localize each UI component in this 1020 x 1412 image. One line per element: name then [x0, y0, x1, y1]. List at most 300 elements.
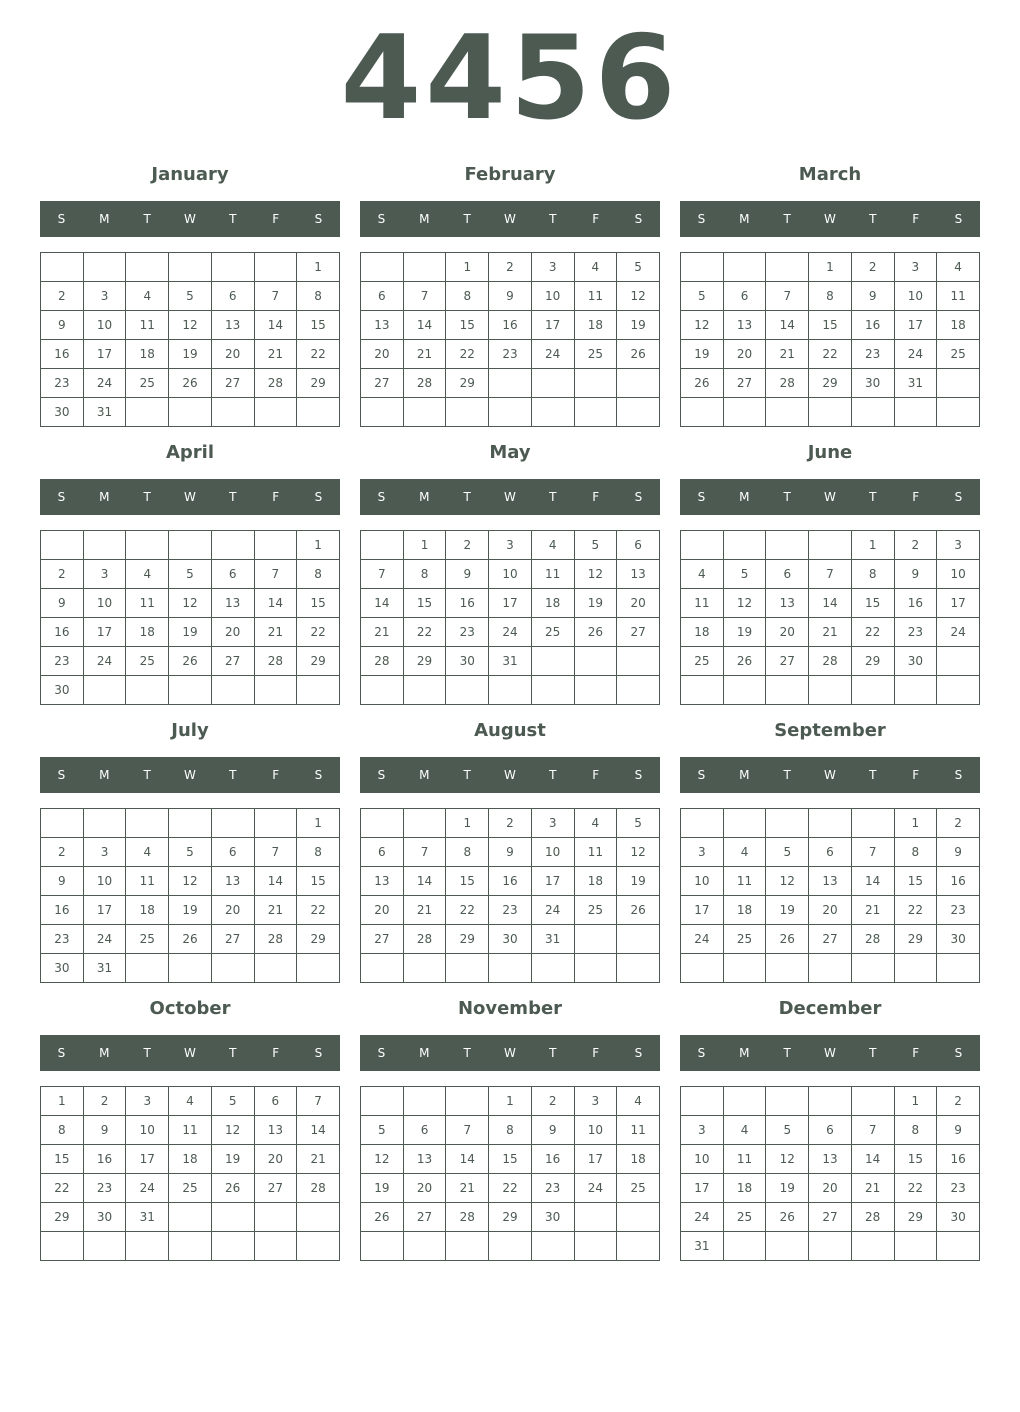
week-row	[361, 618, 660, 647]
day-cell: 11	[169, 1116, 212, 1145]
day-cell: 16	[937, 1145, 980, 1174]
weekday-header	[360, 1035, 660, 1071]
day-cell: 7	[809, 560, 852, 589]
day-cell: 25	[531, 618, 574, 647]
empty-day-cell	[361, 531, 404, 560]
day-cell: 21	[403, 340, 446, 369]
weekday-label: F	[912, 212, 920, 226]
week-row	[41, 1174, 340, 1203]
week-row	[41, 253, 340, 282]
empty-day-cell	[297, 1232, 340, 1261]
weekday-label: S	[954, 1046, 963, 1060]
day-cell: 13	[809, 1145, 852, 1174]
day-cell: 16	[531, 1145, 574, 1174]
day-cell: 3	[574, 1087, 617, 1116]
day-cell: 31	[83, 398, 126, 427]
day-cell: 17	[531, 311, 574, 340]
month-name: May	[489, 442, 531, 463]
day-cell: 20	[211, 618, 254, 647]
day-cell: 11	[723, 1145, 766, 1174]
day-cell: 25	[126, 369, 169, 398]
month-name: April	[165, 442, 215, 463]
weekday-label: T	[463, 212, 471, 226]
empty-day-cell	[361, 1232, 404, 1261]
day-cell: 19	[169, 618, 212, 647]
day-cell: 27	[254, 1174, 297, 1203]
day-cell: 15	[809, 311, 852, 340]
week-row	[361, 1087, 660, 1116]
day-cell: 6	[809, 838, 852, 867]
weekday-label: S	[314, 212, 323, 226]
day-cell: 16	[937, 867, 980, 896]
week-row	[41, 809, 340, 838]
day-grid	[360, 530, 660, 705]
weekday-label: W	[824, 1046, 836, 1060]
empty-day-cell	[766, 1087, 809, 1116]
weekday-label: W	[184, 490, 196, 504]
day-cell: 27	[766, 647, 809, 676]
weekday-label: S	[314, 768, 323, 782]
empty-day-cell	[766, 398, 809, 427]
week-row	[681, 340, 980, 369]
week-row	[681, 398, 980, 427]
day-cell: 1	[41, 1087, 84, 1116]
empty-day-cell	[41, 253, 84, 282]
weekday-header	[360, 479, 660, 515]
day-grid	[680, 808, 980, 983]
week-row	[681, 1116, 980, 1145]
week-row	[41, 1087, 340, 1116]
day-cell: 20	[211, 340, 254, 369]
empty-day-cell	[169, 676, 212, 705]
empty-day-cell	[937, 1232, 980, 1261]
day-cell: 21	[254, 618, 297, 647]
empty-day-cell	[681, 398, 724, 427]
weekday-label: T	[463, 490, 471, 504]
day-cell: 24	[126, 1174, 169, 1203]
day-cell: 20	[723, 340, 766, 369]
empty-day-cell	[617, 398, 660, 427]
weekday-label: M	[99, 768, 110, 782]
day-cell: 15	[894, 867, 937, 896]
empty-day-cell	[211, 1203, 254, 1232]
week-row	[681, 838, 980, 867]
day-cell: 16	[489, 867, 532, 896]
day-cell: 1	[894, 1087, 937, 1116]
day-cell: 26	[766, 1203, 809, 1232]
empty-day-cell	[83, 1232, 126, 1261]
day-cell: 21	[361, 618, 404, 647]
day-cell: 12	[574, 560, 617, 589]
day-cell: 14	[809, 589, 852, 618]
day-cell: 2	[937, 809, 980, 838]
day-cell: 4	[723, 1116, 766, 1145]
week-row	[361, 531, 660, 560]
week-row	[41, 1116, 340, 1145]
empty-day-cell	[403, 1087, 446, 1116]
empty-day-cell	[361, 1087, 404, 1116]
day-cell: 3	[681, 1116, 724, 1145]
weekday-label: T	[783, 490, 791, 504]
weekday-label: T	[783, 768, 791, 782]
day-cell: 17	[83, 340, 126, 369]
day-cell: 16	[489, 311, 532, 340]
empty-day-cell	[574, 369, 617, 398]
week-row	[361, 809, 660, 838]
day-cell: 5	[766, 838, 809, 867]
empty-day-cell	[83, 809, 126, 838]
weekday-label: W	[504, 1046, 516, 1060]
week-row	[681, 1232, 980, 1261]
empty-day-cell	[681, 1087, 724, 1116]
day-cell: 4	[617, 1087, 660, 1116]
day-cell: 26	[723, 647, 766, 676]
empty-day-cell	[937, 676, 980, 705]
day-cell: 18	[574, 311, 617, 340]
empty-day-cell	[766, 809, 809, 838]
week-row	[41, 589, 340, 618]
day-cell: 12	[169, 589, 212, 618]
day-cell: 17	[894, 311, 937, 340]
weekday-header	[40, 757, 340, 793]
weekday-label: F	[272, 212, 280, 226]
weekday-label: T	[229, 212, 237, 226]
day-cell: 10	[126, 1116, 169, 1145]
day-cell: 9	[894, 560, 937, 589]
month-name: August	[474, 720, 546, 741]
empty-day-cell	[403, 253, 446, 282]
day-cell: 18	[574, 867, 617, 896]
day-cell: 6	[361, 838, 404, 867]
day-cell: 29	[809, 369, 852, 398]
week-row	[361, 1203, 660, 1232]
day-cell: 10	[83, 311, 126, 340]
empty-day-cell	[446, 954, 489, 983]
weekday-label: S	[697, 1046, 706, 1060]
day-cell: 24	[681, 925, 724, 954]
weekday-header	[40, 479, 340, 515]
empty-day-cell	[894, 1232, 937, 1261]
day-cell: 23	[937, 896, 980, 925]
day-cell: 29	[297, 647, 340, 676]
day-cell: 21	[809, 618, 852, 647]
day-cell: 8	[403, 560, 446, 589]
empty-day-cell	[403, 398, 446, 427]
day-cell: 20	[809, 1174, 852, 1203]
empty-day-cell	[723, 398, 766, 427]
day-grid	[680, 252, 980, 427]
week-row	[361, 311, 660, 340]
day-cell: 11	[723, 867, 766, 896]
weekday-label: S	[954, 212, 963, 226]
week-row	[361, 253, 660, 282]
week-row	[41, 647, 340, 676]
day-cell: 23	[489, 340, 532, 369]
day-cell: 26	[766, 925, 809, 954]
day-cell: 9	[851, 282, 894, 311]
week-row	[681, 896, 980, 925]
weekday-label: T	[463, 1046, 471, 1060]
empty-day-cell	[297, 954, 340, 983]
day-cell: 31	[681, 1232, 724, 1261]
empty-day-cell	[766, 676, 809, 705]
weekday-label: T	[549, 768, 557, 782]
week-row	[41, 311, 340, 340]
empty-day-cell	[851, 676, 894, 705]
empty-day-cell	[723, 1087, 766, 1116]
day-grid	[680, 1086, 980, 1261]
weekday-label: S	[314, 1046, 323, 1060]
week-row	[681, 1203, 980, 1232]
day-cell: 28	[446, 1203, 489, 1232]
day-cell: 21	[766, 340, 809, 369]
weekday-label: M	[739, 768, 750, 782]
day-cell: 10	[83, 589, 126, 618]
day-cell: 5	[574, 531, 617, 560]
empty-day-cell	[126, 398, 169, 427]
day-cell: 4	[574, 253, 617, 282]
day-cell: 5	[723, 560, 766, 589]
day-cell: 2	[41, 838, 84, 867]
day-cell: 27	[809, 925, 852, 954]
week-row	[361, 560, 660, 589]
day-cell: 12	[723, 589, 766, 618]
empty-day-cell	[41, 1232, 84, 1261]
day-cell: 22	[297, 896, 340, 925]
day-cell: 1	[403, 531, 446, 560]
week-row	[361, 1145, 660, 1174]
day-cell: 20	[361, 896, 404, 925]
day-cell: 25	[169, 1174, 212, 1203]
weekday-label: S	[314, 490, 323, 504]
day-cell: 30	[894, 647, 937, 676]
empty-day-cell	[254, 1203, 297, 1232]
day-cell: 23	[41, 369, 84, 398]
empty-day-cell	[617, 647, 660, 676]
empty-day-cell	[574, 954, 617, 983]
day-cell: 24	[937, 618, 980, 647]
day-cell: 15	[446, 867, 489, 896]
day-cell: 1	[446, 809, 489, 838]
empty-day-cell	[361, 253, 404, 282]
day-cell: 15	[297, 589, 340, 618]
day-cell: 10	[681, 867, 724, 896]
empty-day-cell	[489, 954, 532, 983]
empty-day-cell	[574, 647, 617, 676]
day-cell: 1	[446, 253, 489, 282]
day-cell: 14	[254, 589, 297, 618]
week-row	[681, 253, 980, 282]
day-cell: 19	[211, 1145, 254, 1174]
empty-day-cell	[681, 531, 724, 560]
day-cell: 14	[851, 1145, 894, 1174]
day-cell: 27	[211, 369, 254, 398]
week-row	[681, 676, 980, 705]
weekday-label: S	[697, 490, 706, 504]
day-cell: 13	[211, 589, 254, 618]
weekday-label: S	[634, 1046, 643, 1060]
day-cell: 30	[937, 1203, 980, 1232]
day-cell: 15	[41, 1145, 84, 1174]
weekday-label: M	[419, 490, 430, 504]
day-cell: 9	[489, 282, 532, 311]
empty-day-cell	[617, 1203, 660, 1232]
week-row	[41, 340, 340, 369]
day-cell: 7	[361, 560, 404, 589]
day-cell: 26	[574, 618, 617, 647]
day-cell: 30	[937, 925, 980, 954]
day-cell: 12	[766, 1145, 809, 1174]
empty-day-cell	[531, 954, 574, 983]
weekday-label: M	[99, 212, 110, 226]
weekday-label: S	[57, 1046, 66, 1060]
day-cell: 1	[851, 531, 894, 560]
day-cell: 9	[937, 1116, 980, 1145]
day-cell: 26	[211, 1174, 254, 1203]
day-cell: 30	[531, 1203, 574, 1232]
month-name: September	[774, 720, 886, 741]
weekday-label: S	[57, 768, 66, 782]
day-cell: 3	[531, 809, 574, 838]
weekday-label: M	[739, 490, 750, 504]
week-row	[41, 618, 340, 647]
day-cell: 24	[83, 647, 126, 676]
day-cell: 5	[211, 1087, 254, 1116]
day-cell: 22	[894, 1174, 937, 1203]
month-name: October	[149, 998, 231, 1019]
day-cell: 30	[41, 398, 84, 427]
day-cell: 13	[766, 589, 809, 618]
weekday-label: W	[504, 768, 516, 782]
day-cell: 10	[574, 1116, 617, 1145]
day-cell: 3	[126, 1087, 169, 1116]
day-cell: 22	[446, 896, 489, 925]
day-cell: 8	[809, 282, 852, 311]
day-cell: 21	[254, 896, 297, 925]
weekday-label: M	[419, 212, 430, 226]
empty-day-cell	[297, 398, 340, 427]
day-grid	[40, 252, 340, 427]
empty-day-cell	[937, 954, 980, 983]
day-cell: 17	[937, 589, 980, 618]
day-cell: 12	[361, 1145, 404, 1174]
day-grid	[360, 252, 660, 427]
day-cell: 8	[297, 560, 340, 589]
day-cell: 5	[766, 1116, 809, 1145]
day-cell: 15	[297, 867, 340, 896]
day-cell: 16	[41, 340, 84, 369]
day-cell: 1	[297, 531, 340, 560]
empty-day-cell	[681, 253, 724, 282]
empty-day-cell	[574, 676, 617, 705]
day-cell: 24	[894, 340, 937, 369]
day-cell: 12	[617, 838, 660, 867]
weekday-label: S	[954, 490, 963, 504]
day-cell: 7	[254, 838, 297, 867]
day-cell: 25	[937, 340, 980, 369]
day-cell: 11	[126, 311, 169, 340]
day-cell: 1	[297, 809, 340, 838]
weekday-label: T	[143, 768, 151, 782]
empty-day-cell	[446, 1232, 489, 1261]
day-grid	[360, 1086, 660, 1261]
day-cell: 26	[617, 340, 660, 369]
day-cell: 13	[723, 311, 766, 340]
day-cell: 10	[681, 1145, 724, 1174]
day-cell: 14	[766, 311, 809, 340]
month-name: March	[798, 164, 862, 185]
weekday-label: T	[783, 212, 791, 226]
day-cell: 21	[297, 1145, 340, 1174]
day-cell: 4	[126, 560, 169, 589]
day-cell: 24	[83, 925, 126, 954]
day-cell: 4	[681, 560, 724, 589]
empty-day-cell	[574, 398, 617, 427]
empty-day-cell	[723, 253, 766, 282]
day-cell: 5	[169, 282, 212, 311]
day-cell: 19	[574, 589, 617, 618]
day-cell: 28	[297, 1174, 340, 1203]
day-cell: 27	[361, 925, 404, 954]
weekday-label: M	[419, 768, 430, 782]
empty-day-cell	[809, 398, 852, 427]
week-row	[361, 867, 660, 896]
day-cell: 24	[681, 1203, 724, 1232]
week-row	[361, 369, 660, 398]
day-cell: 30	[851, 369, 894, 398]
empty-day-cell	[254, 676, 297, 705]
day-cell: 5	[617, 253, 660, 282]
day-cell: 27	[617, 618, 660, 647]
day-cell: 17	[681, 896, 724, 925]
day-cell: 6	[211, 560, 254, 589]
week-row	[681, 311, 980, 340]
week-row	[41, 867, 340, 896]
day-cell: 23	[446, 618, 489, 647]
day-cell: 12	[681, 311, 724, 340]
day-cell: 1	[894, 809, 937, 838]
empty-day-cell	[531, 1232, 574, 1261]
day-cell: 11	[574, 282, 617, 311]
weekday-header	[680, 479, 980, 515]
day-cell: 26	[169, 369, 212, 398]
empty-day-cell	[169, 1203, 212, 1232]
empty-day-cell	[723, 676, 766, 705]
day-cell: 25	[723, 1203, 766, 1232]
empty-day-cell	[851, 1232, 894, 1261]
day-cell: 18	[126, 340, 169, 369]
day-cell: 18	[126, 896, 169, 925]
weekday-label: M	[739, 1046, 750, 1060]
empty-day-cell	[723, 531, 766, 560]
empty-day-cell	[809, 1087, 852, 1116]
day-cell: 29	[851, 647, 894, 676]
weekday-label: T	[463, 768, 471, 782]
weekday-header	[40, 1035, 340, 1071]
empty-day-cell	[446, 398, 489, 427]
empty-day-cell	[617, 954, 660, 983]
day-cell: 3	[83, 560, 126, 589]
day-cell: 31	[489, 647, 532, 676]
day-cell: 20	[254, 1145, 297, 1174]
week-row	[41, 369, 340, 398]
week-row	[41, 925, 340, 954]
week-row	[361, 838, 660, 867]
day-cell: 3	[894, 253, 937, 282]
day-cell: 20	[211, 896, 254, 925]
empty-day-cell	[489, 676, 532, 705]
day-cell: 29	[297, 925, 340, 954]
